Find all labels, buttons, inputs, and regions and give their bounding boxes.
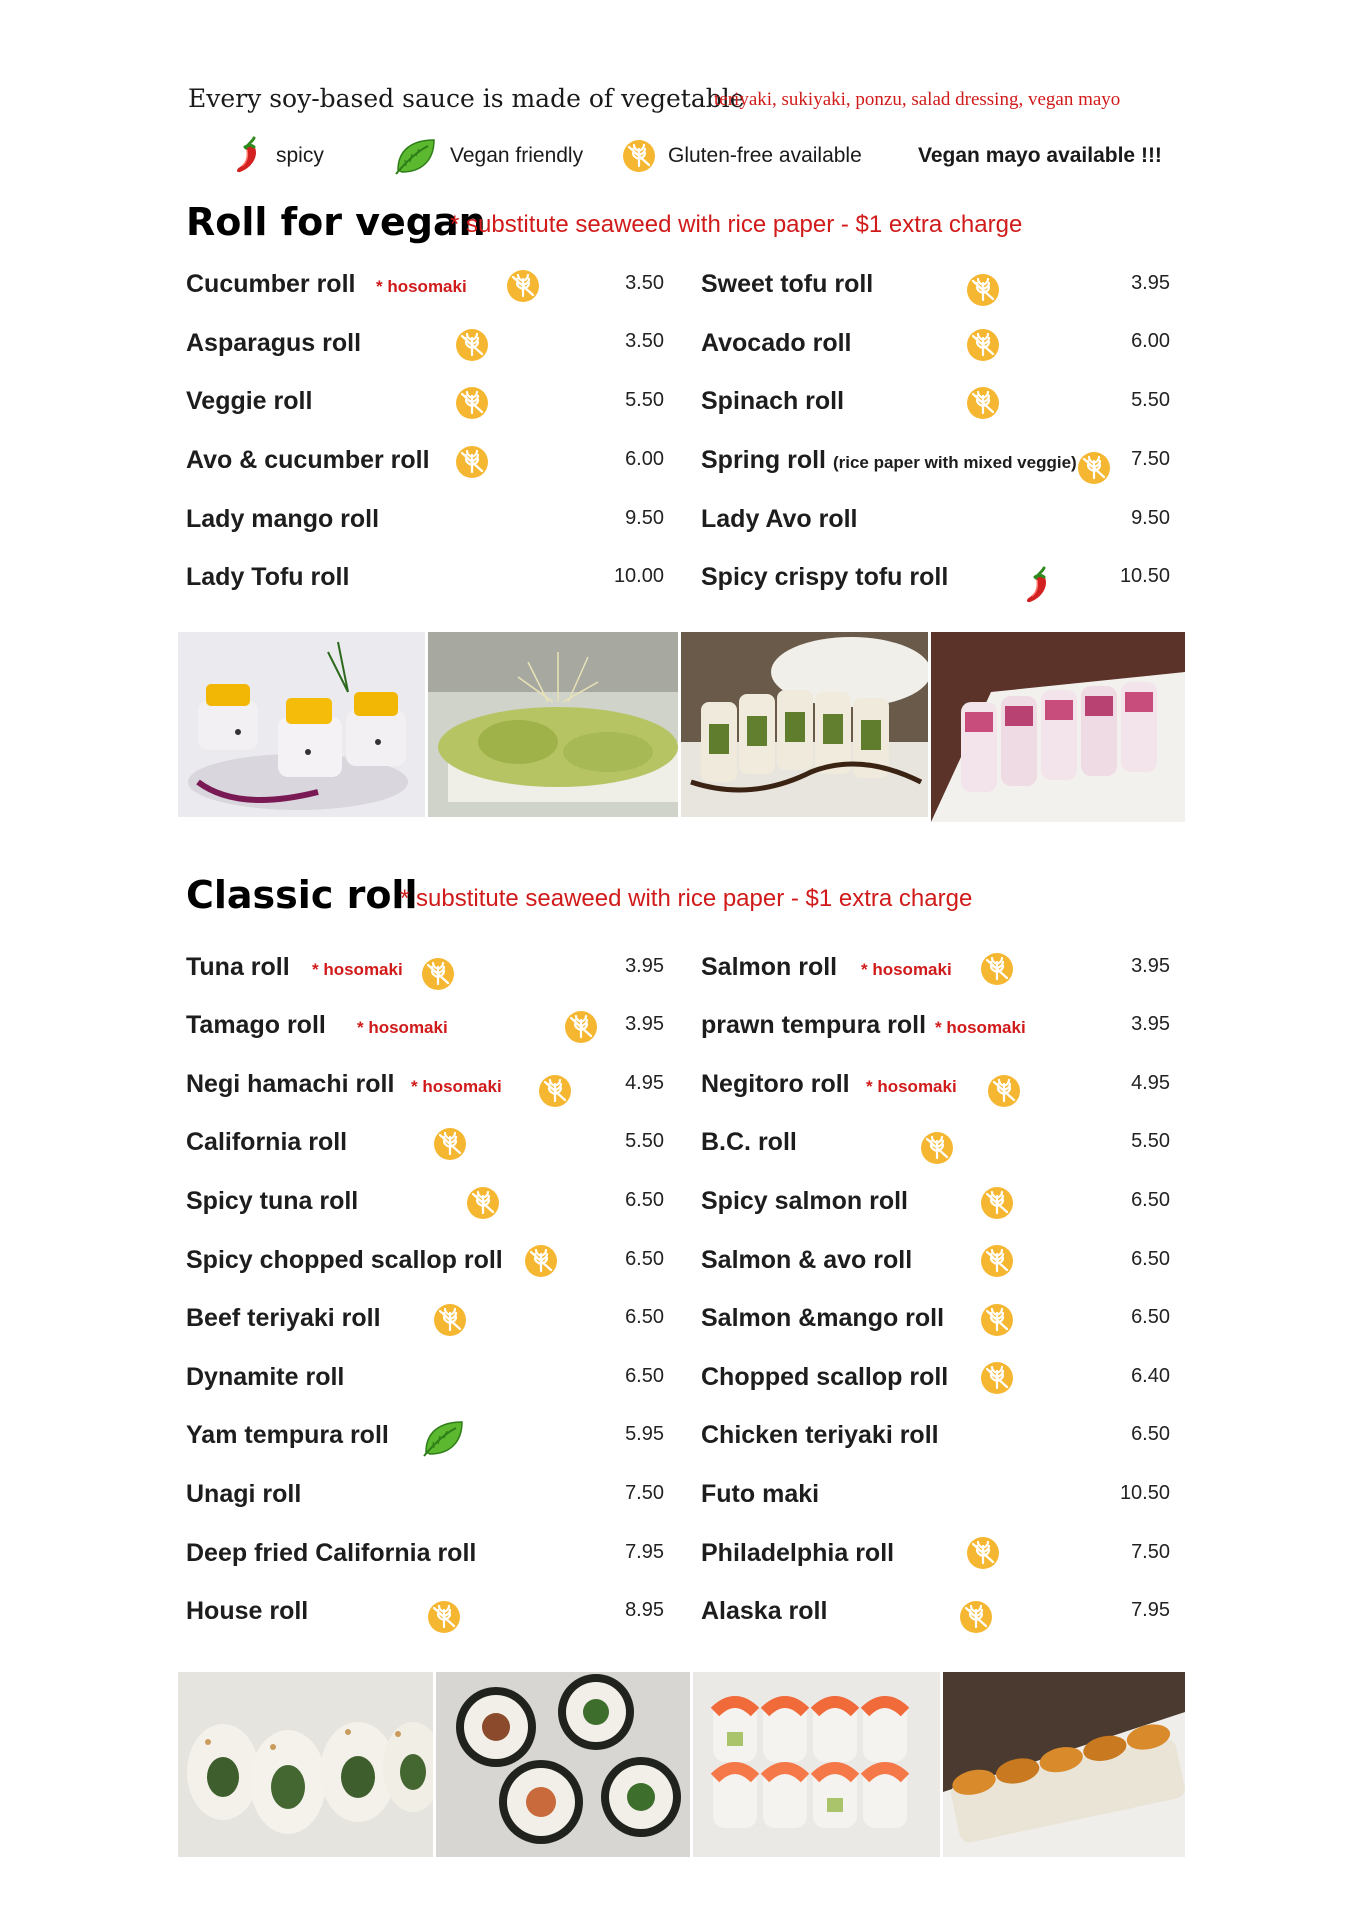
photo-house-roll [178, 1672, 433, 1857]
menu-item-negitoro-roll: Negitoro roll [701, 1070, 850, 1098]
price: 6.00 [1131, 330, 1170, 352]
leaf-icon [420, 1418, 466, 1458]
gluten-free-icon [966, 1536, 1000, 1570]
menu-item-lady-avo-roll: Lady Avo roll [701, 505, 858, 533]
menu-item-negi-hamachi-roll: Negi hamachi roll [186, 1070, 395, 1098]
photo-lady-avo-roll [428, 632, 678, 817]
menu-item-asparagus-roll: Asparagus roll [186, 329, 362, 357]
hosomaki-tag: * hosomaki [935, 1018, 1026, 1037]
price: 7.95 [625, 1541, 664, 1563]
soy-sauce-list: teriyaki, sukiyaki, ponzu, salad dressing, vegan mayo [714, 89, 1121, 110]
menu-item-yam-tempura-roll: Yam tempura roll [186, 1421, 389, 1449]
photo-lady-tofu-roll [931, 632, 1185, 822]
photo-unagi-roll [943, 1672, 1185, 1857]
gluten-free-icon [427, 1600, 461, 1634]
photo-alaska-roll [693, 1672, 940, 1857]
gluten-free-icon [980, 1361, 1014, 1395]
leaf-icon [392, 136, 438, 176]
menu-item-sweet-tofu-roll: Sweet tofu roll [701, 270, 874, 298]
menu-item-spring-roll-name: Spring roll [701, 446, 826, 474]
price: 6.50 [1131, 1423, 1170, 1445]
price: 6.50 [625, 1248, 664, 1270]
menu-item-spicy-chopped-scallop-roll: Spicy chopped scallop roll [186, 1246, 503, 1274]
hosomaki-tag: * hosomaki [861, 960, 952, 979]
classic-section-note: * substitute seaweed with rice paper - $1 extra charge [400, 885, 973, 912]
photo-spicy-crispy-tofu-roll [681, 632, 928, 817]
lady-tofu-roll-image [931, 632, 1185, 822]
price: 7.50 [625, 1482, 664, 1504]
menu-item-salmon-mango-roll: Salmon &mango roll [701, 1304, 945, 1332]
menu-item-spring-roll-desc: (rice paper with mixed veggie) [832, 453, 1077, 472]
menu-item-spicy-crispy-tofu-roll: Spicy crispy tofu roll [701, 563, 949, 591]
menu-item-spinach-roll: Spinach roll [701, 387, 845, 415]
menu-item-alaska-roll: Alaska roll [701, 1597, 828, 1625]
gluten-free-icon [980, 1303, 1014, 1337]
classic-section-title: Classic roll [186, 873, 418, 917]
legend-spicy-label: spicy [276, 144, 324, 167]
price: 6.50 [625, 1306, 664, 1328]
price: 7.50 [1131, 448, 1170, 470]
menu-item-california-roll: California roll [186, 1128, 348, 1156]
price: 10.50 [1119, 565, 1170, 587]
menu-item-tuna-roll: Tuna roll [186, 953, 290, 981]
gluten-free-icon [538, 1074, 572, 1108]
price: 8.95 [625, 1599, 664, 1621]
legend-vegan-mayo-label: Vegan mayo available !!! [918, 144, 1162, 167]
price: 6.50 [625, 1189, 664, 1211]
menu-item-deep-fried-california-roll: Deep fried California roll [186, 1539, 477, 1567]
menu-item-chicken-teriyaki-roll: Chicken teriyaki roll [701, 1421, 939, 1449]
price: 3.50 [625, 330, 664, 352]
chili-pepper-icon [1022, 566, 1054, 606]
price: 5.50 [1131, 1130, 1170, 1152]
menu-item-tamago-roll: Tamago roll [186, 1011, 326, 1039]
gluten-free-icon [506, 269, 540, 303]
gluten-free-icon [966, 273, 1000, 307]
hosomaki-tag: * hosomaki [376, 277, 467, 296]
futo-maki-image [436, 1672, 690, 1857]
menu-item-lady-tofu-roll: Lady Tofu roll [186, 563, 350, 591]
soy-note: Every soy-based sauce is made of vegetable [188, 84, 745, 113]
legend-vegan-mayo [918, 136, 1162, 176]
lady-avo-roll-image [428, 632, 678, 817]
menu-item-salmon-roll: Salmon roll [701, 953, 838, 981]
price: 4.95 [1131, 1072, 1170, 1094]
menu-item-salmon-avo-roll: Salmon & avo roll [701, 1246, 913, 1274]
vegan-section-note: * substitute seaweed with rice paper - $1 extra charge [450, 211, 1023, 238]
gluten-free-icon [966, 386, 1000, 420]
price: 4.95 [625, 1072, 664, 1094]
gluten-free-icon [455, 328, 489, 362]
menu-item-bc-roll: B.C. roll [701, 1128, 797, 1156]
chili-pepper-icon [232, 136, 264, 176]
house-roll-image [178, 1672, 433, 1857]
gluten-free-icon [564, 1010, 598, 1044]
spicy-crispy-tofu-roll-image [681, 632, 928, 817]
hosomaki-tag: * hosomaki [357, 1018, 448, 1037]
menu-item-spring-roll [701, 446, 1077, 475]
lady-mango-roll-image [178, 632, 425, 817]
photo-lady-mango-roll [178, 632, 425, 817]
hosomaki-tag: * hosomaki [312, 960, 403, 979]
price: 3.95 [625, 955, 664, 977]
gluten-free-icon [524, 1244, 558, 1278]
price: 5.95 [625, 1423, 664, 1445]
gluten-free-icon [455, 386, 489, 420]
price: 6.50 [1131, 1248, 1170, 1270]
gluten-free-icon [959, 1600, 993, 1634]
price: 6.00 [625, 448, 664, 470]
menu-item-spicy-tuna-roll: Spicy tuna roll [186, 1187, 359, 1215]
menu-item-beef-teriyaki-roll: Beef teriyaki roll [186, 1304, 381, 1332]
menu-item-avo-cucumber-roll: Avo & cucumber roll [186, 446, 430, 474]
hosomaki-tag: * hosomaki [866, 1077, 957, 1096]
menu-item-dynamite-roll: Dynamite roll [186, 1363, 345, 1391]
price: 6.40 [1131, 1365, 1170, 1387]
unagi-roll-image [943, 1672, 1185, 1857]
price: 10.50 [1119, 1482, 1170, 1504]
hosomaki-tag: * hosomaki [411, 1077, 502, 1096]
gluten-free-icon [466, 1186, 500, 1220]
gluten-free-icon [622, 139, 656, 173]
menu-item-spicy-salmon-roll: Spicy salmon roll [701, 1187, 909, 1215]
legend-vegan-label: Vegan friendly [450, 144, 584, 167]
price: 7.95 [1131, 1599, 1170, 1621]
price: 6.50 [1131, 1306, 1170, 1328]
price: 10.00 [613, 565, 664, 587]
price: 3.95 [1131, 1013, 1170, 1035]
gluten-free-icon [980, 952, 1014, 986]
price: 3.95 [1131, 272, 1170, 294]
gluten-free-icon [421, 957, 455, 991]
price: 6.50 [625, 1365, 664, 1387]
gluten-free-icon [980, 1244, 1014, 1278]
gluten-free-icon [920, 1131, 954, 1165]
menu-item-futo-maki: Futo maki [701, 1480, 820, 1508]
gluten-free-icon [987, 1074, 1021, 1108]
photo-futo-maki [436, 1672, 690, 1857]
gluten-free-icon [455, 445, 489, 479]
menu-item-prawn-tempura-roll: prawn tempura roll [701, 1011, 927, 1039]
menu-item-philadelphia-roll: Philadelphia roll [701, 1539, 895, 1567]
price: 7.50 [1131, 1541, 1170, 1563]
price: 3.50 [625, 272, 664, 294]
gluten-free-icon [433, 1303, 467, 1337]
price: 9.50 [1131, 507, 1170, 529]
menu-item-avocado-roll: Avocado roll [701, 329, 852, 357]
gluten-free-icon [980, 1186, 1014, 1220]
gluten-free-icon [966, 328, 1000, 362]
price: 9.50 [625, 507, 664, 529]
price: 5.50 [625, 1130, 664, 1152]
legend-gluten-free-label: Gluten-free available [668, 144, 862, 167]
legend-spicy [232, 136, 324, 176]
menu-item-lady-mango-roll: Lady mango roll [186, 505, 380, 533]
menu-item-cucumber-roll: Cucumber roll [186, 270, 356, 298]
price: 3.95 [1131, 955, 1170, 977]
price: 3.95 [625, 1013, 664, 1035]
price: 5.50 [1131, 389, 1170, 411]
alaska-roll-image [693, 1672, 940, 1857]
legend-gluten-free [622, 136, 862, 176]
vegan-section-title: Roll for vegan [186, 200, 486, 244]
menu-item-chopped-scallop-roll: Chopped scallop roll [701, 1363, 949, 1391]
menu-item-house-roll: House roll [186, 1597, 309, 1625]
price: 5.50 [625, 389, 664, 411]
price: 6.50 [1131, 1189, 1170, 1211]
legend-vegan [392, 136, 583, 176]
gluten-free-icon [433, 1127, 467, 1161]
menu-item-veggie-roll: Veggie roll [186, 387, 313, 415]
menu-item-unagi-roll: Unagi roll [186, 1480, 302, 1508]
